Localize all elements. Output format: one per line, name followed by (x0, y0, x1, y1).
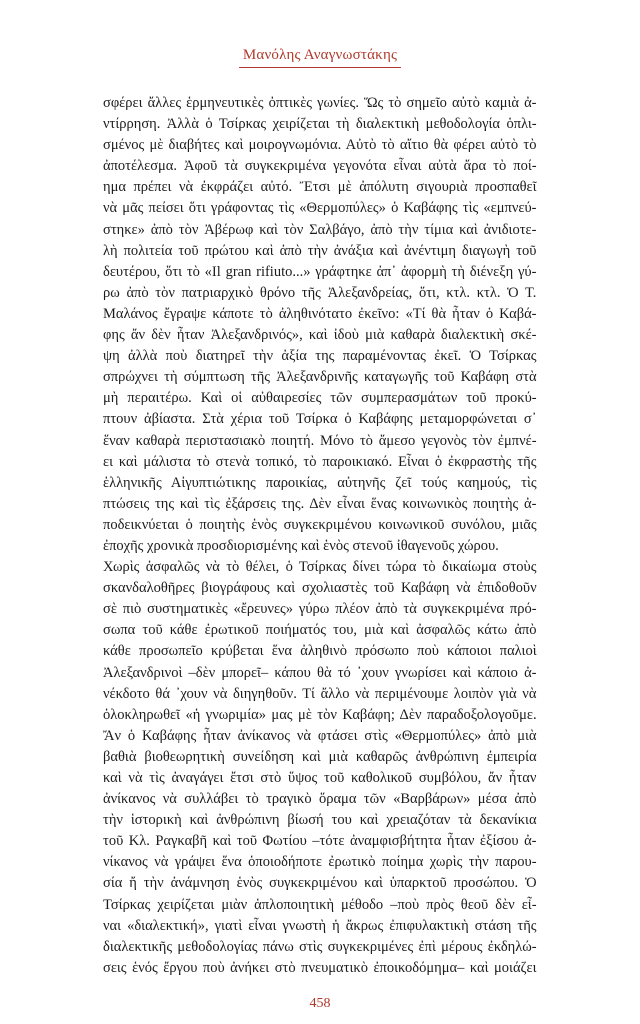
text-line: ντίρρηση. Ἀλλὰ ὁ Τσίρκας χειρίζεται τὴ διαλεκτικὴ μεθοδολογία ὁπλι- (103, 116, 537, 133)
text-line: ὁλοκληρωθεῖ «ἡ γνωριμία» μας μὲ τὸν Καβάφη; Δὲν παραδοξολογοῦμε. (103, 706, 537, 723)
text-line: τοῦ Κλ. Ραγκαβῆ καὶ τοῦ Φωτίου –τότε ἀναμφισβήτητα ἦταν ἐξίσου ἀ- (103, 833, 537, 850)
text-line: Χωρὶς ἀσφαλῶς νὰ τὸ θέλει, ὁ Τσίρκας δίνει τώρα τὸ δικαίωμα στοὺς (103, 559, 537, 576)
page-number: 458 (309, 996, 331, 1011)
text-line: ἀποτέλεσμα. Ἀφοῦ τὰ συγκεκριμένα γεγονότα εἶναι αὐτὰ ἄρα τὸ ποί- (103, 158, 537, 175)
text-line: λὴ πολιτεία τοῦ πρώτου καὶ ἀπὸ τὴν ἀνάξια καὶ ἀνέντιμη διαγωγὴ τοῦ (103, 242, 537, 259)
text-line: ἑλληνικῆς Αἰγυπτιώτικης παροικίας, αὐτηνῆς ζεῖ τούς καημούς, τὶς (103, 474, 537, 491)
text-line: σφέρει ἄλλες ἑρμηνευτικὲς ὀπτικὲς γωνίες. Ὥς τὸ σημεῖο αὐτὸ καμιὰ ἀ- (103, 95, 537, 111)
text-line: πτώσεις της καὶ τὶς ἐξάρσεις της. Δὲν εἶναι ἕνας κοινωνικὸς ποιητὴς ἀ- (103, 495, 537, 512)
text-line: σεις ἑνός ἔργου ποὺ ἀνήκει στὸ πνευματικὸ ἐποικοδόμημα– καὶ μοιάζει (103, 959, 537, 976)
text-line: σκανδαλοθῆρες βιογράφους καὶ σχολιαστὲς τοῦ Καβάφη νὰ ἐπιδοθοῦν (103, 580, 537, 597)
text-line: σπρώχνει τὴ σύμπτωση τῆς Ἀλεξανδρινῆς καταγωγῆς τοῦ Καβάφη στὰ (103, 369, 537, 386)
body-text (103, 93, 537, 979)
text-line: νέκδοτο θά ᾽χουν νὰ διηγηθοῦν. Τί ἄλλο νὰ περιμένουμε λοιπὸν γιὰ νὰ (103, 685, 537, 702)
text-line: νίκανος νὰ γράψει ἕνα ὁποιοδήποτε ἐρωτικὸ ποίημα χωρὶς τὴν παρου- (103, 854, 537, 871)
text-line: στηκε» ἀπὸ τὸν Ἀβέρωφ καὶ τὸν Σαλβάγο, ἀπὸ τὴν τίμια καὶ ἀνιδιοτε- (103, 221, 537, 238)
text-line: μὴ περαιτέρω. Καὶ οἱ αὐθαιρεσίες τῶν συμπερασμάτων τοῦ προκύ- (103, 390, 537, 407)
text-line: νὰ μᾶς πείσει ὅτι γράφοντας τὶς «Θερμοπύλες» ὁ Καβάφης τὶς «εμπνεύ- (103, 200, 537, 217)
text-line: κάθε προσωπεῖο κρύβεται ἕνα ἀληθινὸ πρόσωπο ποὺ κάποιοι παλιοὶ (103, 643, 537, 660)
text-line: διαλεκτικῆς μεθοδολογίας πάνω στὶς συγκεκριμένες ἐπὶ μέρους ἐκδηλώ- (103, 938, 537, 955)
text-line: βαθιὰ βιοθεωρητικὴ συνείδηση καὶ μιὰ καθαρῶς ἀνθρώπινη ἐμπειρία (103, 748, 537, 765)
text-line: σωπα τοῦ κάθε ἐρωτικοῦ ποιήματός του, μιὰ καὶ ἀσφαλῶς κάτω ἀπὸ (103, 622, 537, 639)
text-line: ημα πρέπει νὰ ἐκφράζει αὐτό. Ἔτσι μὲ ἀπόλυτη σιγουριὰ προσπαθεῖ (103, 179, 537, 196)
text-line: δευτέρου, ὅτι τὸ «Il gran rifiuto...» γράφτηκε ἀπ᾽ ἀφορμὴ τὴ διένεξη γύ- (103, 263, 537, 280)
text-line: Τσίρκας χειρίζεται μιὰν ἁπλοποιητικὴ μέθοδο –ποὺ πρὸς θεοῦ δὲν εἶ- (103, 896, 537, 913)
text-line: ρω ἀπὸ τὸν πατριαρχικὸ θρόνο τῆς Ἀλεξανδρείας, ὅτι, κτλ. κτλ. Ὁ Τ. (103, 284, 537, 301)
text-line: σὲ πιὸ συστηματικὲς «ἔρευνες» γύρω πλέον ἀπὸ τὰ συγκεκριμένα πρό- (103, 601, 537, 618)
text-line: Μαλάνος ἔγραψε κάποτε τὸ ἀληθινότατο ἐκεῖνο: «Τί θὰ ἦταν ὁ Καβά- (103, 305, 537, 322)
text-line: ει καὶ μάλιστα τὸ στενὰ τοπικό, τὸ παροικιακό. Εἶναι ὁ ἐκφραστὴς τῆς (103, 453, 537, 470)
text-line: ἐποχῆς χρονικὰ προσδιορισμένης καὶ ἑνὸς στενοῦ ἰθαγενοῦς χώρου. (103, 537, 499, 554)
running-header (0, 46, 640, 68)
text-line: ἀνίκανος νὰ συλλάβει τὸ τραγικὸ ὅραμα τῶν «Βαρβάρων» μέσα ἀπὸ (103, 791, 537, 808)
text-line: τὴν ἱστορικὴ καὶ ἀνθρώπινη βίωσή του καὶ χρειαζόταν τὰ δεκανίκια (103, 812, 537, 829)
text-line: σία ἤ τὴν ἀνάμνηση ἑνὸς συγκεκριμένου καὶ ὑπαρκτοῦ προσώπου. Ὁ (103, 875, 537, 892)
text-line: Ἄν ὁ Καβάφης ἦταν ἀνίκανος νὰ φτάσει στὶς «Θερμοπύλες» ἀπὸ μιὰ (103, 727, 537, 744)
text-line: ψη ἀλλὰ ποὺ διατηρεῖ τὴν ἀξία της παραμένοντας ἐκεῖ. Ὁ Τσίρκας (103, 348, 537, 365)
text-line: πτουν ἀβίαστα. Στὰ χέρια τοῦ Τσίρκα ὁ Καβάφης μεταμορφώνεται σ᾽ (103, 411, 537, 428)
text-line: ἕναν καθαρὰ περιστασιακὸ ποιητή. Μόνο τὸ ἄμεσο γεγονὸς τὸν ἐμπνέ- (103, 432, 537, 449)
text-line: ποδεικνύεται ὁ ποιητὴς ἑνὸς συγκεκριμένου κοινωνικοῦ συνόλου, μιᾶς (103, 516, 537, 533)
running-header-title: Μανόλης Αναγνωστάκης (239, 46, 401, 68)
text-line: σμένος μὲ διαβήτες καὶ μοιρογνωμόνια. Αὐτὸ τὸ αἴτιο θὰ φέρει αὐτὸ τὸ (103, 137, 537, 154)
text-line: ναι «διαλεκτική», γιατὶ εἶναι γνωστὴ ἡ ἄκρως ἐπιφυλακτικὴ στάση τῆς (103, 917, 537, 934)
text-line: καὶ νὰ τὶς ἀναγάγει ἔτσι στὸ ὕψος τοῦ καθολικοῦ συμβόλου, ἄν ἦταν (103, 770, 537, 786)
text-line: Ἀλεξανδρινοὶ –δὲν μπορεῖ– κάπου θὰ τό ᾽χουν γνωρίσει καὶ κάποιο ἀ- (103, 664, 537, 681)
text-line: φης ἄν δὲν ἦταν Ἀλεξανδρινός», καὶ ἰδοὺ μιὰ καθαρὰ διαλεκτικὴ σκέ- (103, 327, 537, 344)
